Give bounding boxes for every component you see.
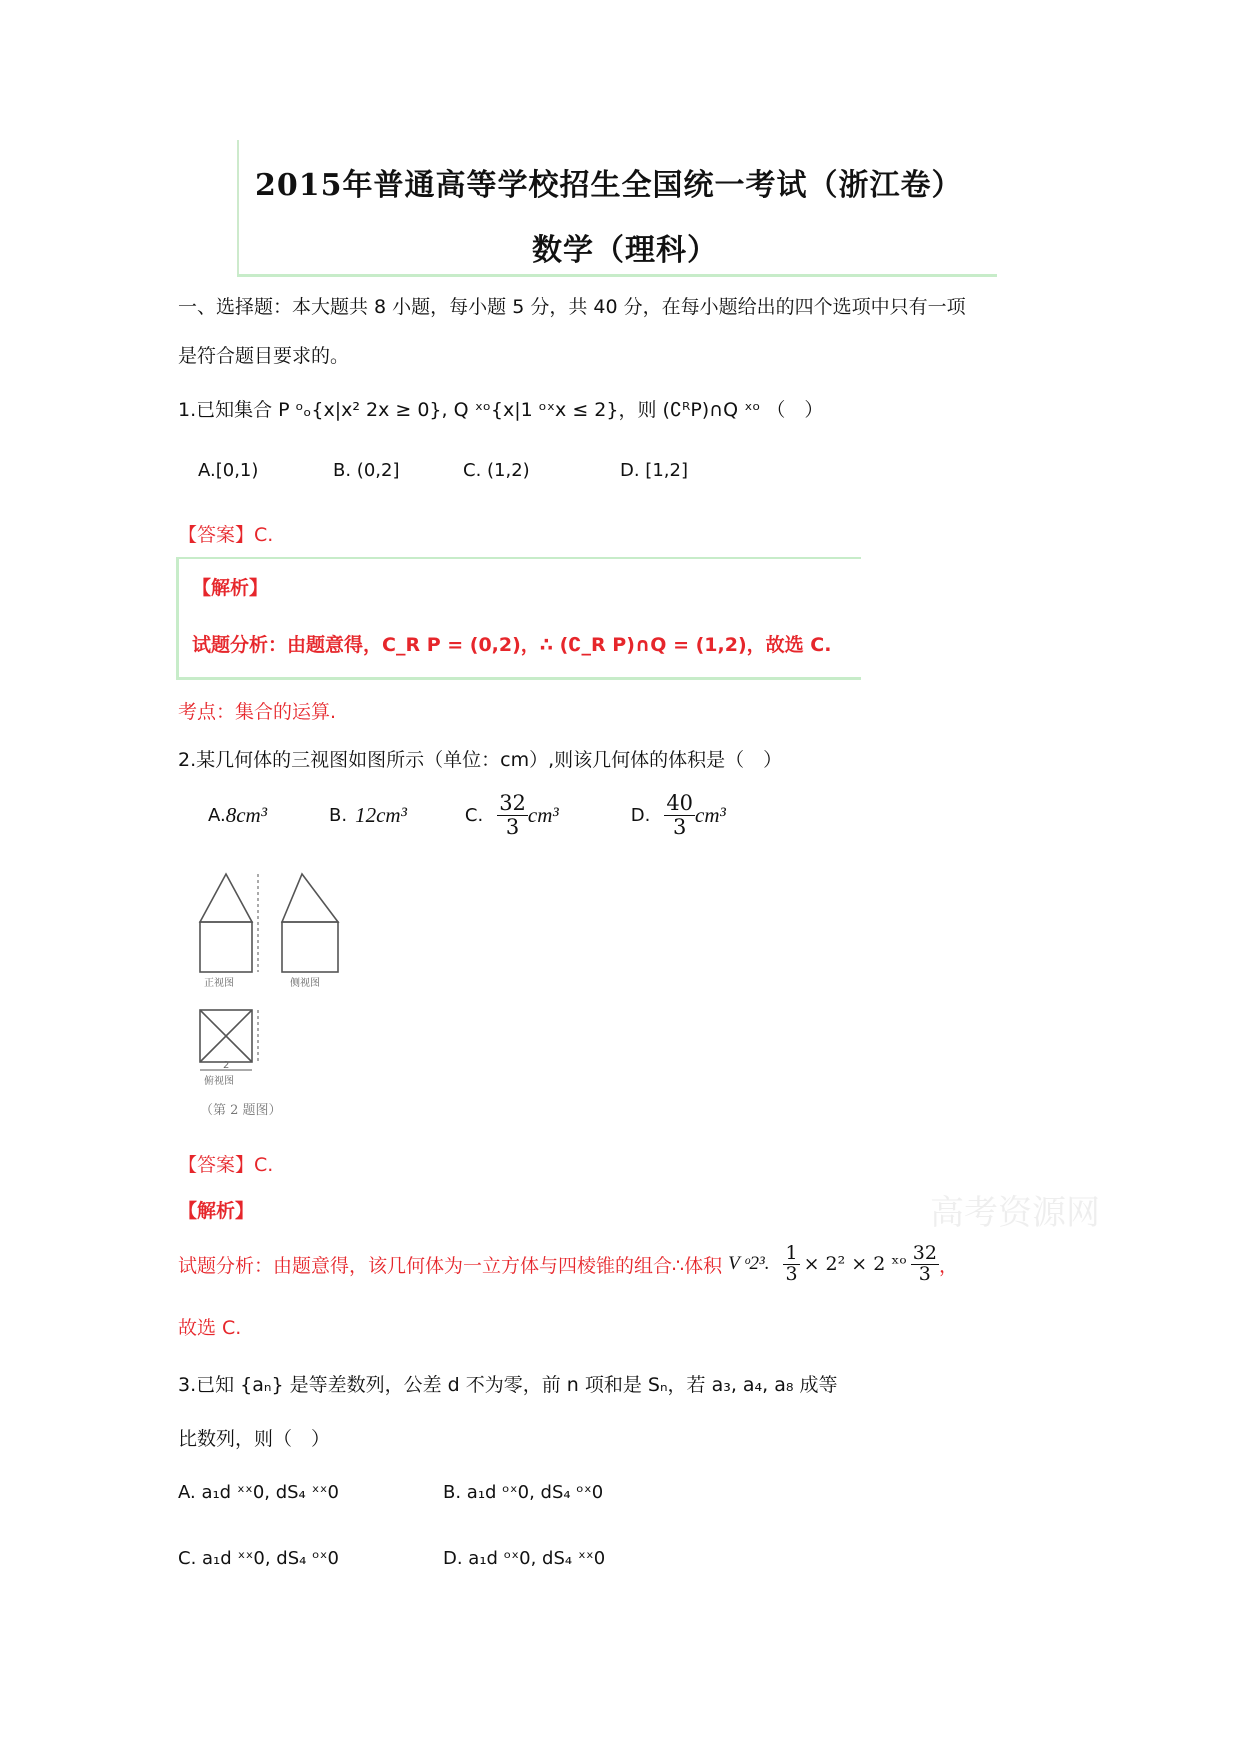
title-underline <box>237 274 997 277</box>
q1-answer: 【答案】C. <box>178 524 274 546</box>
q2-analysis-line1 <box>178 1232 958 1296</box>
q3-option-b: B. a₁d ᵒˣ0, dS₄ ᵒˣ0 <box>443 1482 604 1503</box>
dim-label: 2 <box>223 1060 230 1071</box>
side-view-label: 侧视图 <box>290 978 320 989</box>
q2-analysis-math-a: V ᵒ2³. <box>728 1253 770 1274</box>
front-view-roof <box>200 874 252 922</box>
q3-option-a: A. a₁d ˣˣ0, dS₄ ˣˣ0 <box>178 1482 339 1503</box>
q1-option-b: B. (0,2] <box>333 460 400 481</box>
page-subtitle: 数学（理科） <box>532 233 718 268</box>
three-view-figure <box>190 862 350 1124</box>
q1-option-a: A.[0,1) <box>198 460 259 481</box>
q2-analysis-prefix: 试题分析：由题意得，该几何体为一立方体与四棱锥的组合∴体积 <box>178 1254 723 1277</box>
page-title: 2015年普通高等学校招生全国统一考试（浙江卷） <box>255 168 963 203</box>
q2-analysis-frac-32-3: $\frac{32}{3}$ <box>912 1241 937 1285</box>
q1-analysis-text: 试题分析：由题意得，C_R P = (0,2)，∴ (∁_R P)∩Q = (1,2)，故选 C. <box>192 634 832 656</box>
q3-option-c: C. a₁d ˣˣ0, dS₄ ᵒˣ0 <box>178 1548 339 1569</box>
section-intro-line2: 是符合题目要求的。 <box>178 345 350 367</box>
q2-option-b-label: B. <box>329 804 348 826</box>
front-view-label: 正视图 <box>204 978 234 989</box>
q2-analysis-frac-1-3: $\frac{1}{3}$ <box>785 1241 798 1285</box>
q2-option-c-frac: $\frac{32}{3}$ <box>499 791 526 839</box>
top-view-label: 俯视图 <box>204 1076 234 1087</box>
watermark: 高考资源网 <box>930 1193 1100 1233</box>
q1-analysis-box <box>176 557 861 680</box>
q2-option-d-frac: $\frac{40}{3}$ <box>666 791 694 839</box>
q2-option-a-label: A. <box>208 804 226 826</box>
q1-option-d: D. [1,2] <box>620 460 688 481</box>
q2-analysis-label: 【解析】 <box>178 1200 255 1222</box>
q2-option-c-label: C. <box>464 804 484 826</box>
q1-option-c: C. (1,2) <box>463 460 530 481</box>
q1-point: 考点：集合的运算. <box>178 701 337 723</box>
q2-answer: 【答案】C. <box>178 1154 274 1176</box>
q2-analysis-end: ， <box>938 1254 958 1277</box>
q2-options <box>208 785 726 845</box>
question-2-text: 2.某几何体的三视图如图所示（单位：cm）,则该几何体的体积是（ ） <box>178 749 783 771</box>
front-view-body <box>200 922 252 972</box>
q2-option-b-value: 12cm³ <box>355 802 407 827</box>
q3-option-d: D. a₁d ᵒˣ0, dS₄ ˣˣ0 <box>443 1548 606 1569</box>
q2-analysis-math-d: × 2² × 2 ˣᵒ <box>803 1253 907 1275</box>
q1-analysis-label: 【解析】 <box>192 577 269 599</box>
q2-option-a-value: 8cm³ <box>225 802 268 827</box>
figure-caption: （第 2 题图） <box>200 1103 282 1118</box>
q2-option-d-label: D. <box>630 804 651 826</box>
section-intro-line1: 一、选择题：本大题共 8 小题，每小题 5 分，共 40 分，在每小题给出的四个选项中只有一项 <box>178 296 966 318</box>
q2-option-c-unit: cm³ <box>527 802 559 827</box>
question-3-line2: 比数列，则（ ） <box>178 1428 331 1450</box>
side-view-body <box>282 922 338 972</box>
side-view-roof <box>282 874 338 922</box>
question-1-text: 1.已知集合 P ᵒₒ{x|x² 2x ≥ 0}, Q ˣᵒ{x|1 ᵒˣx ≤ 2}，则 (∁ᴿP)∩Q ˣᵒ （ ） <box>178 399 824 421</box>
q2-option-d-unit: cm³ <box>695 802 726 827</box>
q2-analysis-line2: 故选 C. <box>178 1317 242 1339</box>
question-3-line1: 3.已知 {aₙ} 是等差数列，公差 d 不为零，前 n 项和是 Sₙ，若 a₃, a₄, a₈ 成等 <box>178 1374 838 1396</box>
